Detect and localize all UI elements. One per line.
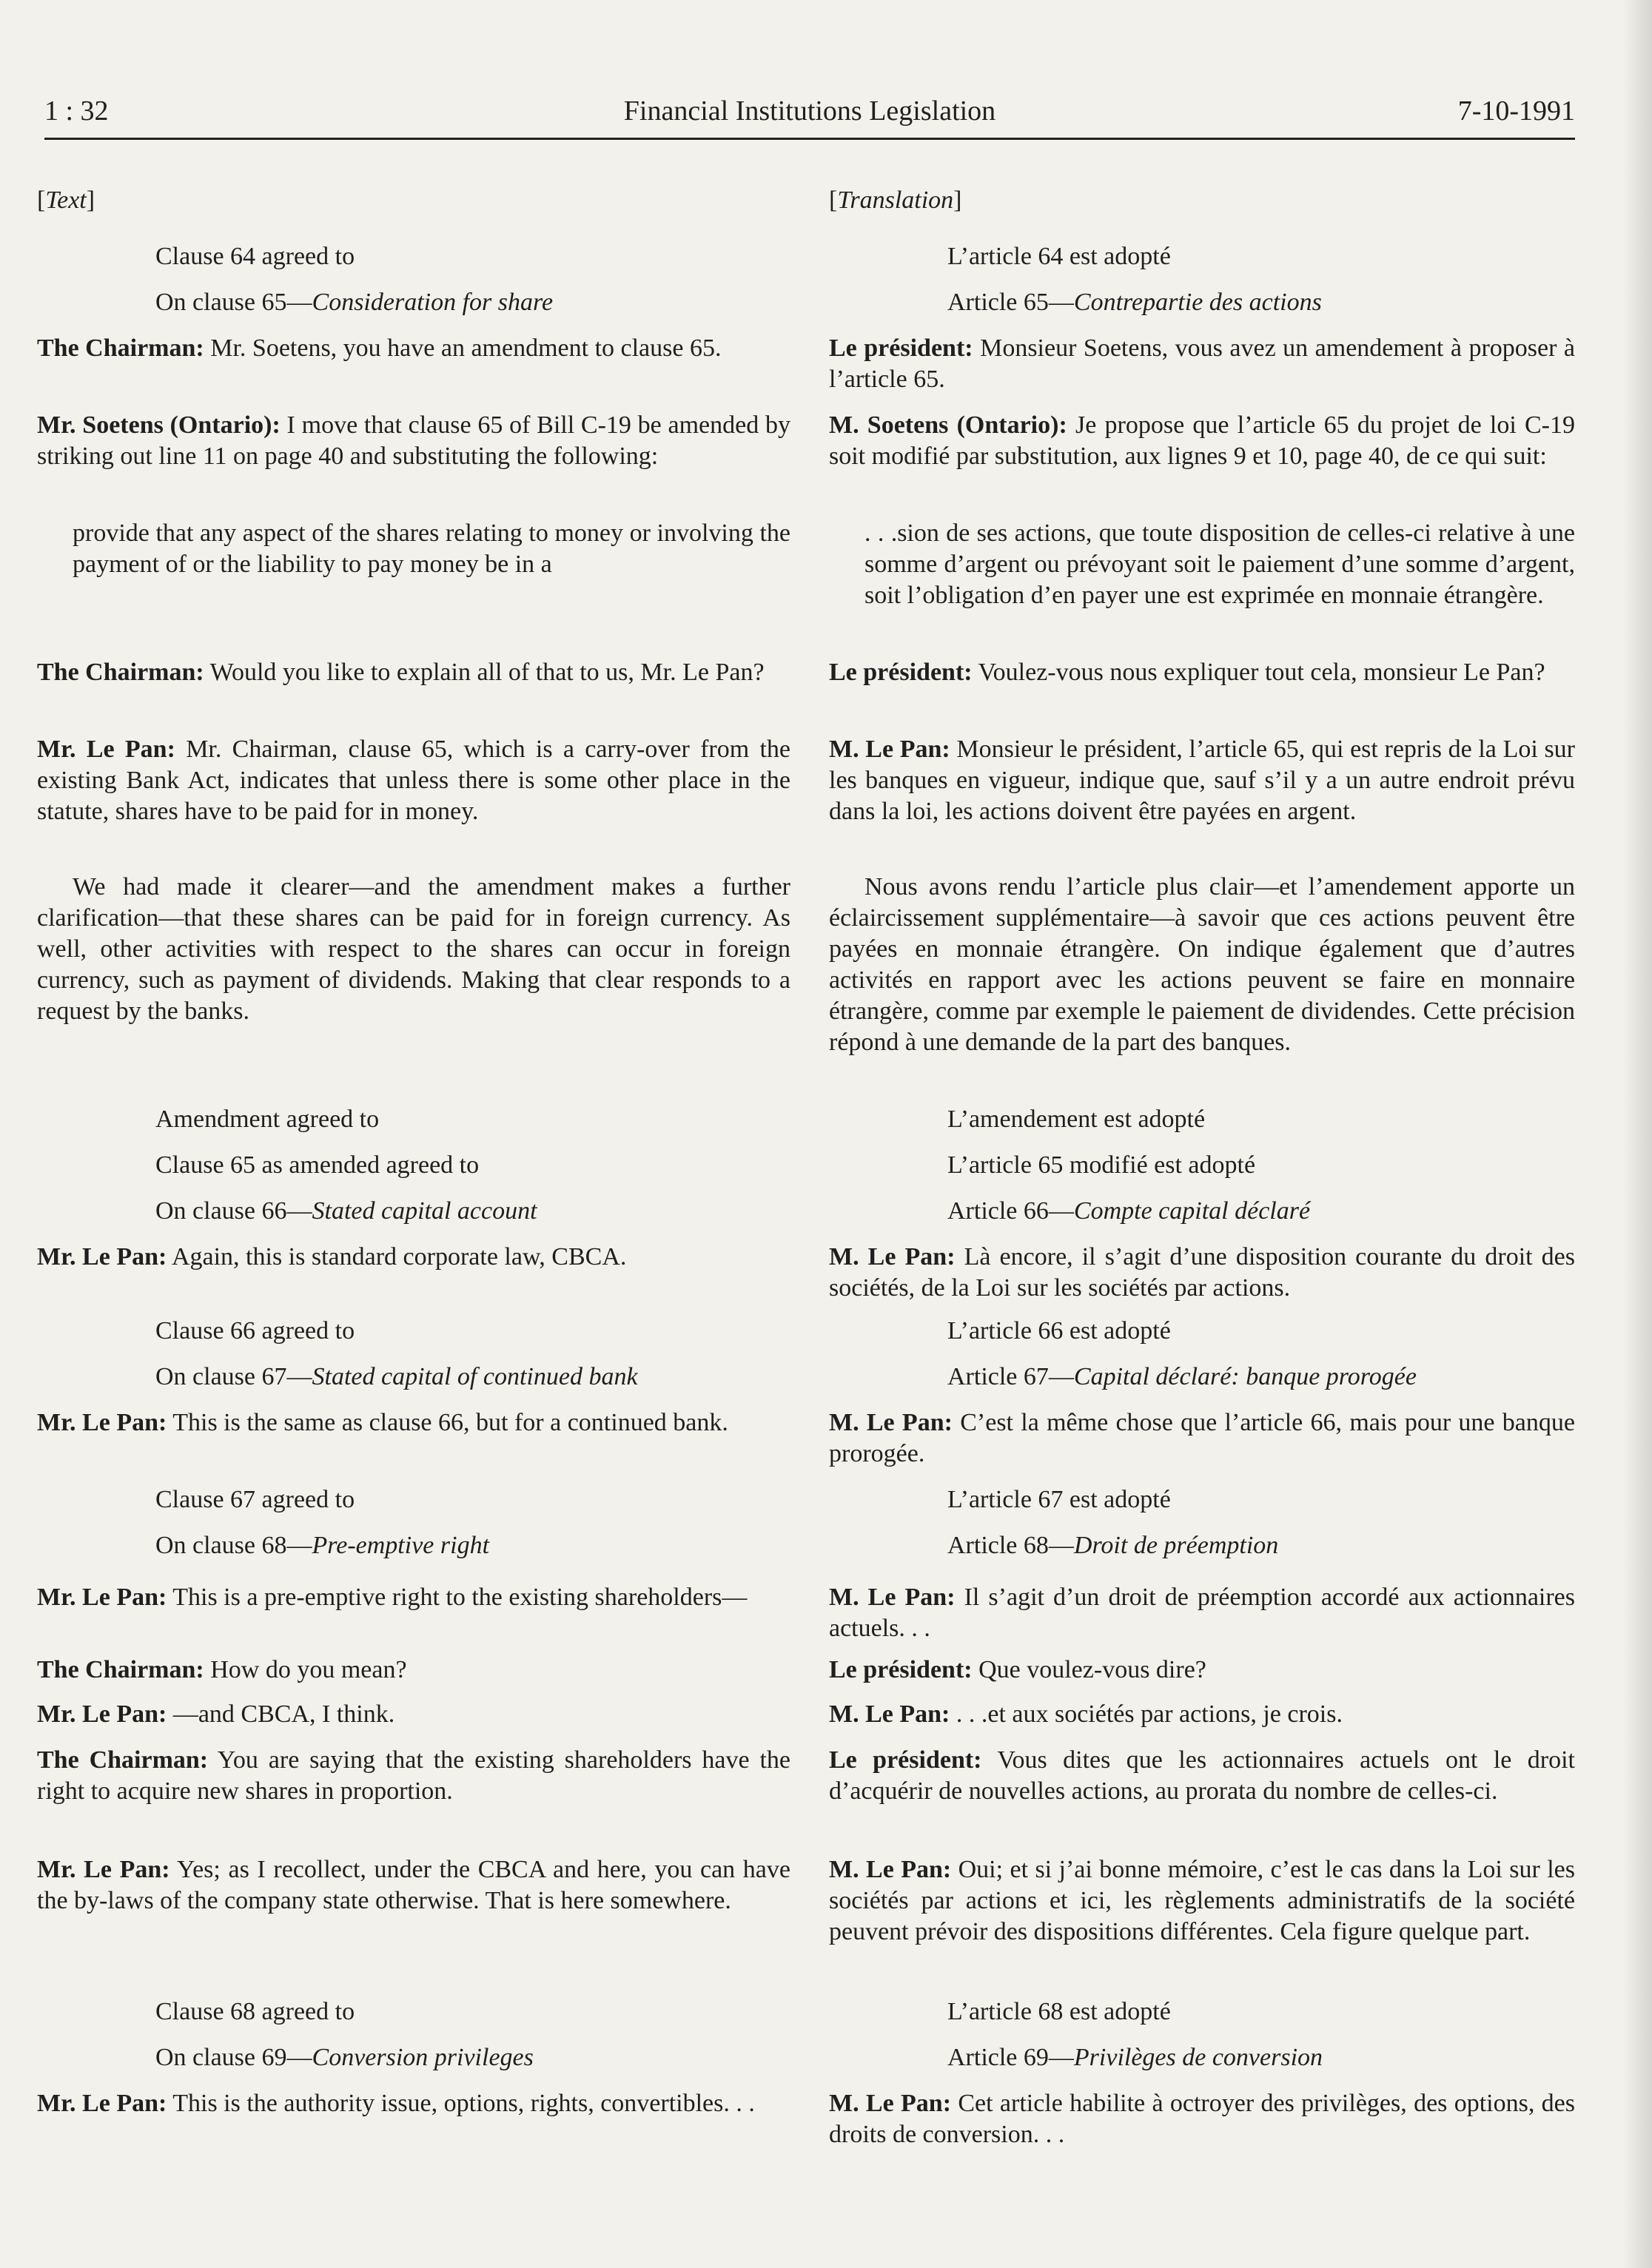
speech-paragraph: Mr. Le Pan: Again, this is standard corporate law, CBCA. <box>37 1243 627 1271</box>
speech-paragraph: Le président: Monsieur Soetens, vous avez un amendement à proposer à l’article 65. <box>829 334 1575 393</box>
clause-record: Clause 65 as amended agreed to <box>155 1151 480 1179</box>
translation-tag: [Translation] <box>829 186 962 214</box>
page-header <box>44 95 1575 136</box>
clause-heading: Article 69—Privilèges de conversion <box>947 2044 1323 2071</box>
clause-record: L’article 64 est adopté <box>947 243 1171 270</box>
text-tag: [Text] <box>37 186 95 214</box>
speech-paragraph: Mr. Le Pan: Mr. Chairman, clause 65, which is a carry-over from the existing Bank Act, indicates that unless there is some other place in the statute, shares have to be paid for in money. <box>37 736 790 825</box>
clause-record: L’article 66 est adopté <box>947 1317 1171 1345</box>
sitting-date: 7-10-1991 <box>1457 95 1575 127</box>
clause-heading: Article 68—Droit de préemption <box>947 1532 1279 1559</box>
speech-paragraph: M. Le Pan: Là encore, il s’agit d’une disposition courante du droit des sociétés, de la Loi sur les sociétés par actions. <box>829 1243 1576 1302</box>
speech-paragraph: Mr. Soetens (Ontario): I move that clause 65 of Bill C-19 be amended by striking out line 11 on page 40 and substituting the following: <box>37 411 790 470</box>
amendment-text: . . .sion de ses actions, que toute disposition de celles-ci relative à une somme d’argent ou prévoyant soit le paiement d’une somme d’argent, soit l’obligation d’en payer une est exprimée en monnaie étrangère. <box>864 519 1575 609</box>
page-edge-shadow <box>1622 0 1652 2268</box>
speech-paragraph: The Chairman: Would you like to explain all of that to us, Mr. Le Pan? <box>37 659 765 686</box>
clause-record: L’article 67 est adopté <box>947 1486 1171 1513</box>
amendment-text: provide that any aspect of the shares relating to money or involving the payment of or the liability to pay money be in a <box>73 519 790 578</box>
speech-paragraph: M. Le Pan: Cet article habilite à octroyer des privilèges, des options, des droits de conversion. . . <box>829 2090 1575 2148</box>
speech-paragraph: The Chairman: Mr. Soetens, you have an amendment to clause 65. <box>37 334 722 362</box>
clause-heading: Article 67—Capital déclaré: banque prorogée <box>947 1363 1417 1390</box>
speech-paragraph: We had made it clearer—and the amendment makes a further clarification—that these shares can be paid for in foreign currency. As well, other activities with respect to the shares can occur in foreign currency, such as payment of dividends. Making that clear responds to a request by the banks. <box>37 873 790 1025</box>
speech-paragraph: Mr. Le Pan: This is the same as clause 66, but for a continued bank. <box>37 1409 728 1436</box>
clause-record: Clause 64 agreed to <box>155 243 355 270</box>
speech-paragraph: Le président: Voulez-vous nous expliquer tout cela, monsieur Le Pan? <box>829 659 1545 686</box>
speech-paragraph: Mr. Le Pan: —and CBCA, I think. <box>37 1700 395 1728</box>
running-title: Financial Institutions Legislation <box>623 95 996 127</box>
speech-paragraph: M. Le Pan: C’est la même chose que l’article 66, mais pour une banque prorogée. <box>829 1409 1575 1467</box>
speech-paragraph: M. Soetens (Ontario): Je propose que l’article 65 du projet de loi C-19 soit modifié par substitution, aux lignes 9 et 10, page 40, de ce qui suit: <box>829 411 1575 470</box>
clause-heading: On clause 68—Pre-emptive right <box>155 1532 490 1559</box>
clause-record: L’amendement est adopté <box>947 1106 1206 1133</box>
speech-paragraph: M. Le Pan: . . .et aux sociétés par actions, je crois. <box>829 1700 1343 1728</box>
speech-paragraph: The Chairman: How do you mean? <box>37 1656 407 1683</box>
clause-heading: On clause 66—Stated capital account <box>155 1197 537 1225</box>
page-number: 1 : 32 <box>44 95 109 127</box>
clause-heading: On clause 65—Consideration for share <box>155 289 554 316</box>
clause-record: Clause 68 agreed to <box>155 1998 355 2025</box>
clause-heading: Article 66—Compte capital déclaré <box>947 1197 1311 1225</box>
speech-paragraph: The Chairman: You are saying that the existing shareholders have the right to acquire new shares in proportion. <box>37 1746 791 1805</box>
clause-record: L’article 68 est adopté <box>947 1998 1171 2025</box>
speech-paragraph: M. Le Pan: Monsieur le président, l’article 65, qui est repris de la Loi sur les banques en vigueur, indique que, sauf s’il y a un autre endroit prévu dans la loi, les actions doivent être payées en argent. <box>829 736 1576 825</box>
clause-record: Amendment agreed to <box>155 1106 380 1133</box>
speech-paragraph: Le président: Vous dites que les actionnaires actuels ont le droit d’acquérir de nouvelles actions, au prorata du nombre de celles-ci. <box>829 1746 1575 1805</box>
speech-paragraph: M. Le Pan: Oui; et si j’ai bonne mémoire, c’est le cas dans la Loi sur les sociétés par actions et ici, les règlements administratifs de la société peuvent prévoir des dispositions différentes. Cela figure quelque part. <box>829 1856 1575 1945</box>
clause-record: Clause 66 agreed to <box>155 1317 355 1345</box>
speech-paragraph: Mr. Le Pan: Yes; as I recollect, under the CBCA and here, you can have the by-laws of the company state otherwise. That is here somewhere. <box>37 1856 790 1914</box>
header-rule <box>44 138 1575 140</box>
speech-paragraph: Nous avons rendu l’article plus clair—et l’amendement apporte un éclaircissement supplémentaire—à savoir que ces actions peuvent être payées en monnaie étrangère. On indique également que d’autres activités en rapport avec les actions peuvent se faire en monnaire étrangère, comme par exemple le paiement de dividendes. Cette précision répond à une demande de la part des banques. <box>829 873 1575 1056</box>
speech-paragraph: Mr. Le Pan: This is a pre-emptive right to the existing shareholders— <box>37 1584 748 1611</box>
speech-paragraph: M. Le Pan: Il s’agit d’un droit de préemption accordé aux actionnaires actuels. . . <box>829 1584 1576 1642</box>
clause-heading: On clause 69—Conversion privileges <box>155 2044 534 2071</box>
clause-record: L’article 65 modifié est adopté <box>947 1151 1256 1179</box>
clause-heading: Article 65—Contrepartie des actions <box>947 289 1322 316</box>
clause-record: Clause 67 agreed to <box>155 1486 355 1513</box>
speech-paragraph: Mr. Le Pan: This is the authority issue, options, rights, convertibles. . . <box>37 2090 755 2117</box>
clause-heading: On clause 67—Stated capital of continued bank <box>155 1363 638 1390</box>
speech-paragraph: Le président: Que voulez-vous dire? <box>829 1656 1206 1683</box>
